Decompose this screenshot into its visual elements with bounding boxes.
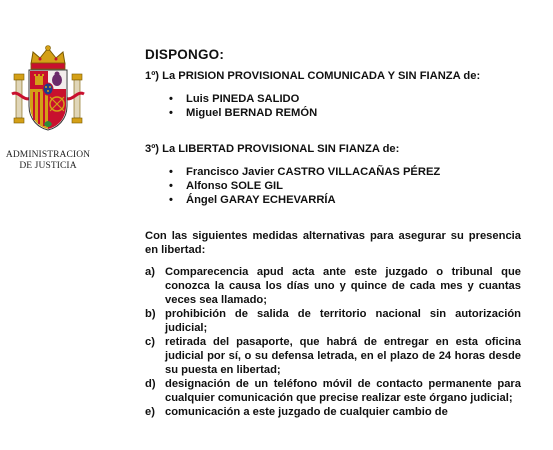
section-1-title: 1º) La PRISION PROVISIONAL COMUNICADA Y SIN FIANZA de:: [145, 70, 481, 82]
resolution-body: [145, 46, 521, 419]
measure-item-e: [145, 405, 521, 419]
measure-text: designación de un teléfono móvil de contacto permanente para cualquier comunicación que precise realizar este órgano judicial;: [165, 378, 521, 404]
list-item: • Ángel GARAY ECHEVARRÍA: [169, 193, 521, 207]
measure-letter: e): [145, 406, 155, 418]
measure-item-a: [145, 265, 521, 307]
resolution-heading: DISPONGO:: [145, 47, 225, 62]
measure-text: comunicación a este juzgado de cualquier cambio de: [165, 406, 448, 418]
list-item: • Luis PINEDA SALIDO: [169, 92, 521, 106]
list-item: • Francisco Javier CASTRO VILLACAÑAS PÉREZ: [169, 165, 521, 179]
institution-label-line1: ADMINISTRACION: [5, 150, 91, 160]
measure-text: Comparecencia apud acta ante este juzgado o tribunal que conozca la causa los días uno y quince de cada mes y cuantas veces sea llamado;: [165, 266, 521, 306]
section-1-name-list: [145, 92, 521, 120]
section-3-name-list: [145, 165, 521, 207]
measure-letter: b): [145, 308, 156, 320]
measure-item-d: [145, 377, 521, 405]
list-item: • Alfonso SOLE GIL: [169, 179, 521, 193]
letterhead-sidebar: [0, 44, 96, 172]
institution-label-line2: DE JUSTICIA: [19, 161, 77, 171]
section-3-title: 3º) La LIBERTAD PROVISIONAL SIN FIANZA de:: [145, 143, 400, 155]
measure-text: retirada del pasaporte, que habrá de entregar en esta oficina judicial por sí, o su defensa letrada, en el plazo de 24 horas desde su puesta en libertad;: [165, 336, 521, 376]
institution-label: [0, 150, 96, 172]
measure-item-c: [145, 335, 521, 377]
measure-letter: c): [145, 336, 155, 348]
spanish-coat-of-arms-icon: [0, 44, 96, 140]
measures-list: [145, 265, 521, 419]
list-item: • Miguel BERNAD REMÓN: [169, 106, 521, 120]
measure-item-b: [145, 307, 521, 335]
measures-intro: Con las siguientes medidas alternativas para asegurar su presencia en libertad:: [145, 230, 521, 256]
measure-letter: a): [145, 266, 155, 278]
measure-text: prohibición de salida de territorio nacional sin autorización judicial;: [165, 308, 521, 334]
measure-letter: d): [145, 378, 156, 390]
